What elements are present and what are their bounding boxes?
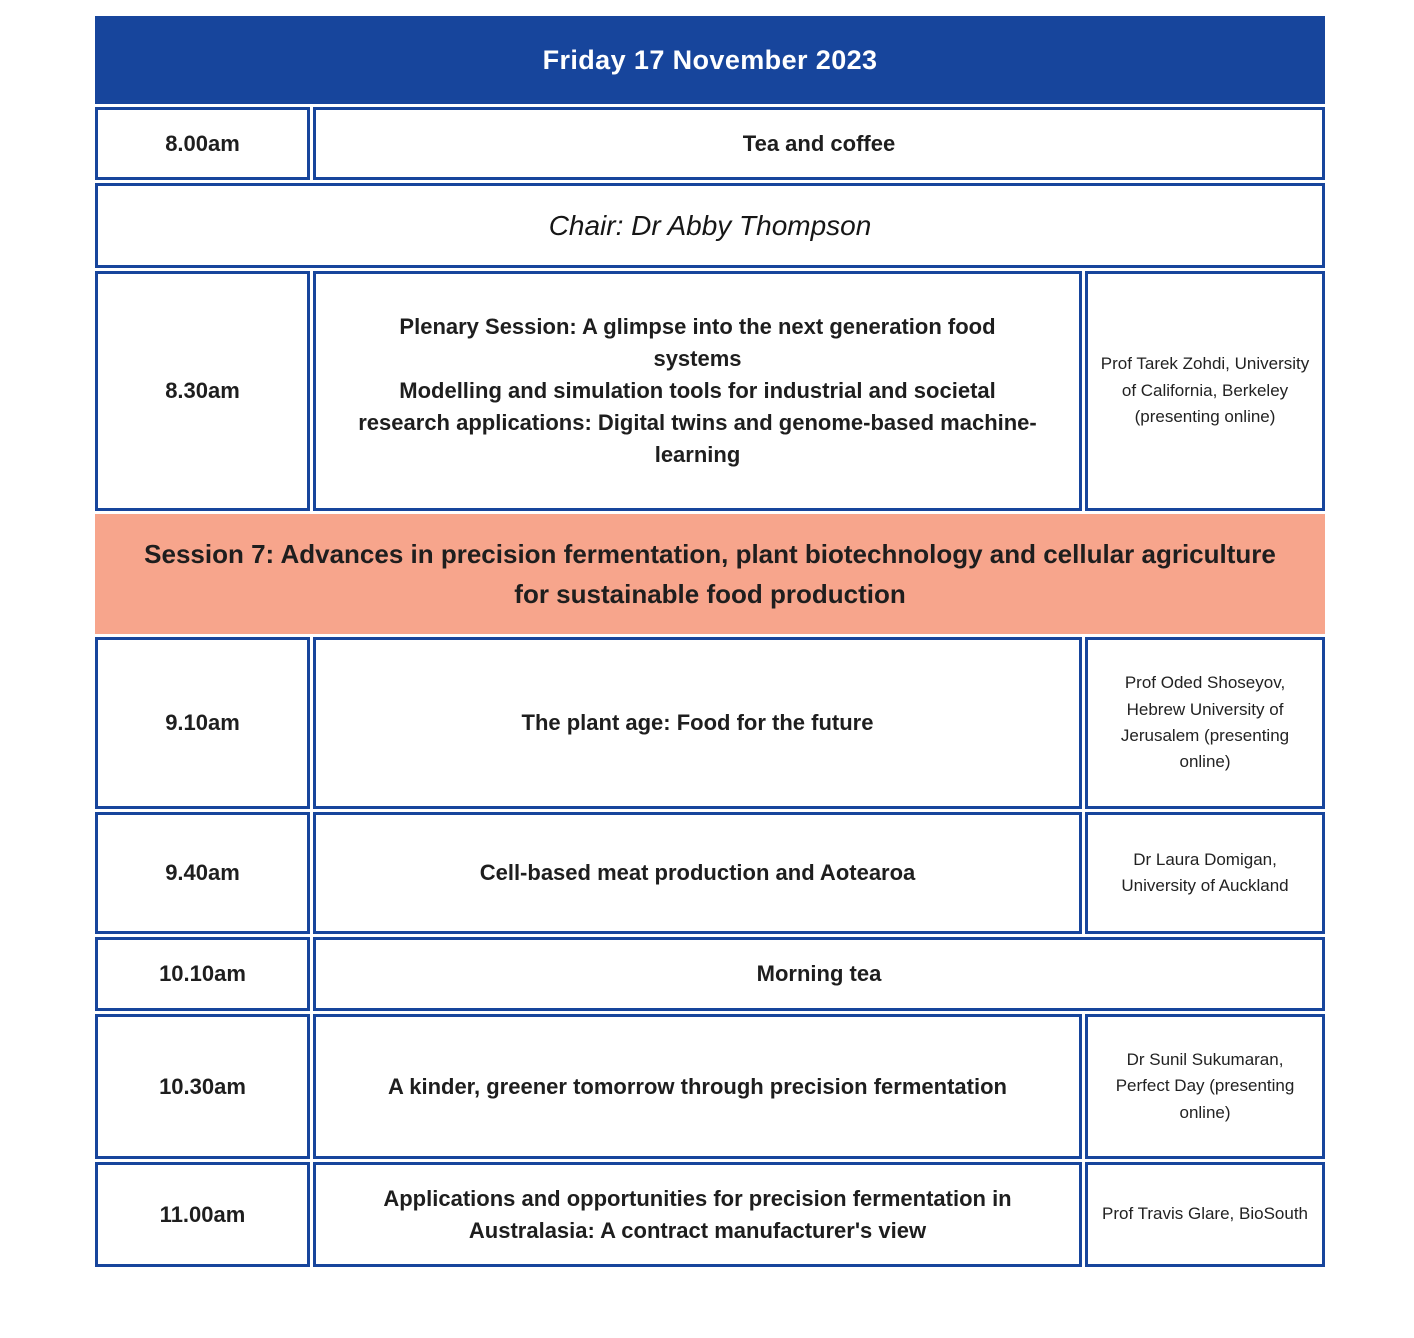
speaker-cell: Prof Tarek Zohdi, University of California, Berkeley (presenting online): [1085, 271, 1325, 511]
time-cell: 9.40am: [95, 812, 310, 934]
time-cell: 10.30am: [95, 1014, 310, 1159]
event-title: The plant age: Food for the future: [313, 637, 1082, 809]
event-title: Cell-based meat production and Aotearoa: [313, 812, 1082, 934]
conference-program: [92, 13, 1322, 1270]
session-banner: Session 7: Advances in precision fermentation, plant biotechnology and cellular agriculture for sustainable food production: [95, 514, 1325, 634]
schedule-row-applications: [95, 1162, 1325, 1267]
speaker-cell: Prof Oded Shoseyov, Hebrew University of Jerusalem (presenting online): [1085, 637, 1325, 809]
session-banner-row: [95, 514, 1325, 634]
speaker-cell: Prof Travis Glare, BioSouth: [1085, 1162, 1325, 1267]
time-cell: 8.30am: [95, 271, 310, 511]
schedule-table: [92, 13, 1328, 1270]
speaker-cell: Dr Laura Domigan, University of Auckland: [1085, 812, 1325, 934]
date-header-row: [95, 16, 1325, 104]
date-header: Friday 17 November 2023: [95, 16, 1325, 104]
time-cell: 8.00am: [95, 107, 310, 180]
time-cell: 11.00am: [95, 1162, 310, 1267]
schedule-row-cell-meat: [95, 812, 1325, 934]
schedule-row-plant-age: [95, 637, 1325, 809]
schedule-row-tea: [95, 107, 1325, 180]
plenary-title-line1: Plenary Session: A glimpse into the next generation food systems: [399, 314, 996, 372]
event-title: Applications and opportunities for precision fermentation in Australasia: A contract manufacturer's view: [313, 1162, 1082, 1267]
time-cell: 10.10am: [95, 937, 310, 1011]
speaker-cell: Dr Sunil Sukumaran, Perfect Day (presenting online): [1085, 1014, 1325, 1159]
plenary-title-line2: Modelling and simulation tools for industrial and societal research applications: Digital twins and genome-based machine-learning: [358, 378, 1037, 467]
time-cell: 9.10am: [95, 637, 310, 809]
event-title: Tea and coffee: [313, 107, 1325, 180]
event-title: [313, 271, 1082, 511]
event-title: A kinder, greener tomorrow through precision fermentation: [313, 1014, 1082, 1159]
schedule-row-kinder-greener: [95, 1014, 1325, 1159]
chair-label: Chair: Dr Abby Thompson: [95, 183, 1325, 268]
schedule-row-morning-tea: [95, 937, 1325, 1011]
event-title: Morning tea: [313, 937, 1325, 1011]
chair-row: [95, 183, 1325, 268]
schedule-row-plenary: [95, 271, 1325, 511]
